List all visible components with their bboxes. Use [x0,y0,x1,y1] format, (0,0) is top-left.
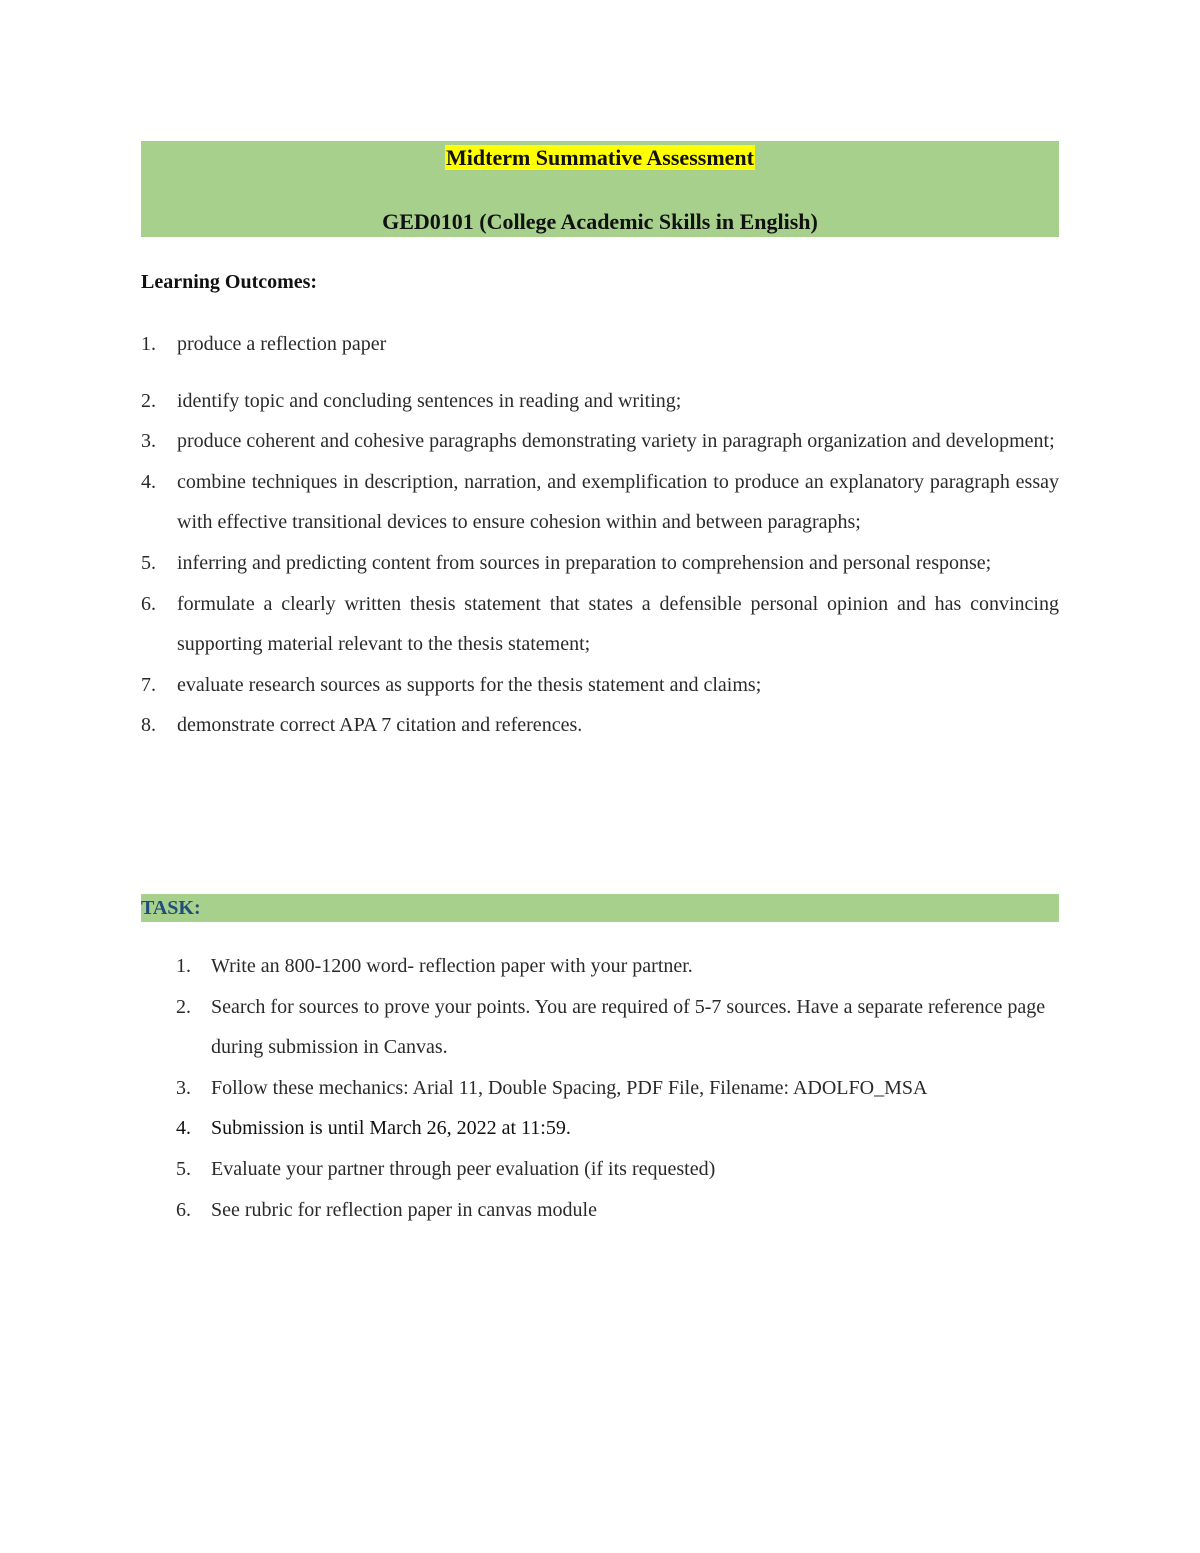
course-title: GED0101 (College Academic Skills in English) [382,209,818,234]
task-number: 6. [176,1198,191,1221]
task-item [176,1190,1059,1231]
task-item [176,1149,1059,1190]
outcome-number: 3. [141,430,156,453]
task-item [176,1068,1059,1109]
outcome-item [141,324,1059,365]
outcome-item [141,705,1059,746]
outcome-item [141,462,1059,543]
task-number: 5. [176,1157,191,1180]
outcome-number: 7. [141,673,156,696]
task-text: Search for sources to prove your points. You are required of 5-7 sources. Have a separate reference page during submission in Canvas. [211,995,1046,1059]
task-text: See rubric for reflection paper in canvas module [211,1198,597,1221]
outcome-item [141,421,1059,462]
task-heading: TASK: [141,897,201,919]
learning-outcomes-heading: Learning Outcomes: [141,271,318,293]
document-title-text: Midterm Summative Assessment [446,145,754,170]
outcome-text: formulate a clearly written thesis statement that states a defensible personal opinion and has convincing supporting material relevant to the thesis statement; [177,592,1059,656]
outcome-number: 4. [141,470,156,493]
task-number: 3. [176,1076,191,1099]
outcome-item [141,665,1059,706]
outcome-text: evaluate research sources as supports for the thesis statement and claims; [177,673,762,696]
task-band [141,894,1059,922]
outcome-item [141,584,1059,665]
task-list [176,946,1059,1230]
outcome-number: 6. [141,592,156,615]
outcome-item [141,381,1059,422]
task-text: Evaluate your partner through peer evaluation (if its requested) [211,1157,716,1180]
document-page [141,141,1059,1221]
task-item [176,1108,1059,1149]
outcome-text: combine techniques in description, narration, and exemplification to produce an explanatory paragraph essay with effective transitional devices to ensure cohesion within and between paragraphs; [177,470,1059,534]
task-number: 4. [176,1117,191,1140]
task-text: Write an 800-1200 word- reflection paper with your partner. [211,955,693,977]
outcome-text: inferring and predicting content from sources in preparation to comprehension and personal response; [177,551,992,574]
task-text: Follow these mechanics: Arial 11, Double Spacing, PDF File, Filename: ADOLFO_MSA [211,1076,928,1099]
outcome-number: 8. [141,714,156,737]
task-item [176,987,1059,1068]
outcome-number: 1. [141,333,156,355]
title-band [141,141,1059,237]
outcome-text: produce coherent and cohesive paragraphs demonstrating variety in paragraph organization and development; [177,430,1055,453]
outcome-text: identify topic and concluding sentences in reading and writing; [177,389,682,412]
outcome-text: produce a reflection paper [177,333,387,355]
task-number: 1. [176,955,191,977]
task-number: 2. [176,995,191,1018]
outcome-text: demonstrate correct APA 7 citation and references. [177,714,583,737]
task-text: Submission is until March 26, 2022 at 11:59. [211,1117,571,1140]
learning-outcomes-list [141,324,1059,746]
outcome-item [141,543,1059,584]
outcome-number: 5. [141,551,156,574]
task-item [176,946,1059,987]
document-title [141,143,1059,173]
outcome-number: 2. [141,389,156,412]
